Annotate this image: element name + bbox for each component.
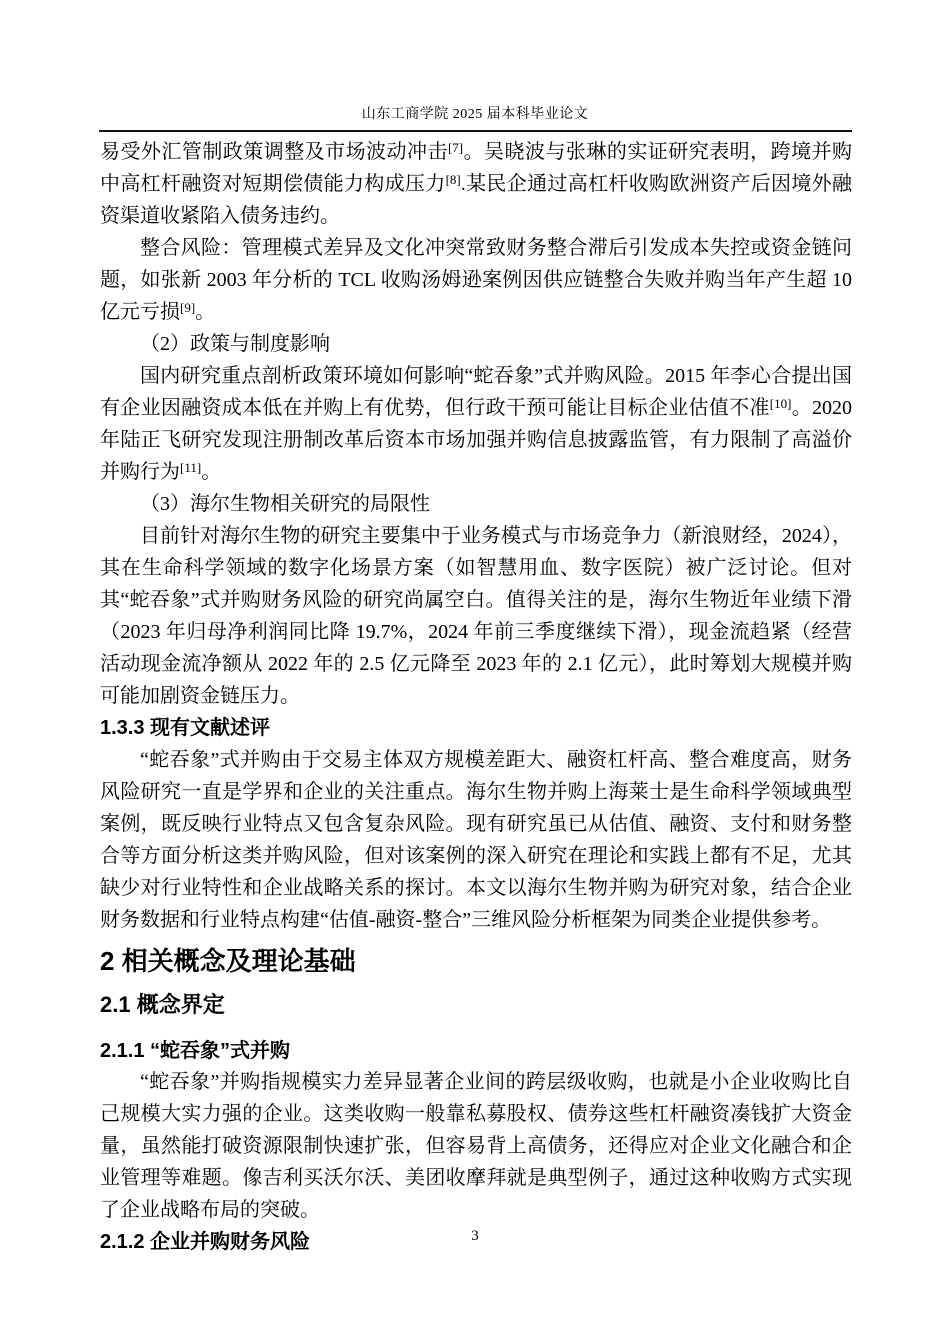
section-heading: 2 相关概念及理论基础: [100, 946, 356, 976]
citation-reference: [7]: [447, 140, 464, 155]
section-heading: 2.1.1 “蛇吞象”式并购: [100, 1040, 291, 1062]
paragraph: （2）政策与制度影响: [140, 333, 330, 355]
paragraph: 国内研究重点剖析政策环境如何影响“蛇吞象”式并购风险。2015 年李心合提出国有企业因融资成本低在并购上有优势，但行政干预可能让目标企业估值不准[10]。2020 年陆正飞研究发现注册制改革后资本市场加强并购信息披露监管，有力限制了高溢价并购行为[11]。: [100, 365, 853, 483]
citation-reference: [10]: [769, 396, 792, 411]
content: [100, 136, 852, 1258]
paragraph: 易受外汇管制政策调整及市场波动冲击[7]。吴晓波与张琳的实证研究表明，跨境并购中高杠杆融资对短期偿债能力构成压力[8].某民企通过高杠杆收购欧洲资产后因境外融资渠道收紧陷入债务违约。: [100, 140, 853, 227]
running-header: 山东工商学院 2025 届本科毕业论文: [361, 107, 589, 122]
citation-reference: [11]: [180, 460, 202, 475]
paragraph: 目前针对海尔生物的研究主要集中于业务模式与市场竞争力（新浪财经，2024），其在生命科学领域的数字化场景方案（如智慧用血、数字医院）被广泛讨论。但对其“蛇吞象”式并购财务风险的研究尚属空白。值得关注的是，海尔生物近年业绩下滑（2023 年归母净利润同比降 19.7%，2024 年前三季度继续下滑），现金流趋紧（经营活动现金流净额从 2022 年的 2.5 亿元降至 2023 年的 2.1 亿元），此时筹划大规模并购可能加剧资金链压力。: [100, 525, 852, 707]
page-number: 3: [471, 1228, 479, 1244]
section-heading: 2.1.2 企业并购财务风险: [100, 1231, 311, 1253]
section-heading: 1.3.3 现有文献述评: [100, 717, 271, 739]
header-divider: [99, 130, 852, 132]
citation-reference: [8]: [445, 172, 461, 187]
citation-reference: [9]: [180, 300, 196, 315]
paragraph: （3）海尔生物相关研究的局限性: [140, 493, 430, 515]
paragraph: 整合风险：管理模式差异及文化冲突常致财务整合滞后引发成本失控或资金链问题，如张新 2003 年分析的 TCL 收购汤姆逊案例因供应链整合失败并购当年产生超 10 亿元亏损[9]。: [100, 237, 852, 323]
paragraph: “蛇吞象”式并购由于交易主体双方规模差距大、融资杠杆高、整合难度高，财务风险研究一直是学界和企业的关注重点。海尔生物并购上海莱士是生命科学领域典型案例，既反映行业特点又包含复杂风险。现有研究虽已从估值、融资、支付和财务整合等方面分析这类并购风险，但对该案例的深入研究在理论和实践上都有不足，尤其缺少对行业特性和企业战略关系的探讨。本文以海尔生物并购为研究对象，结合企业财务数据和行业特点构建“估值-融资-整合”三维风险分析框架为同类企业提供参考。: [100, 749, 852, 931]
paragraph: “蛇吞象”并购指规模实力差异显著企业间的跨层级收购，也就是小企业收购比自己规模大实力强的企业。这类收购一般靠私募股权、债券这些杠杆融资凑钱扩大资金量，虽然能打破资源限制快速扩张，但容易背上高债务，还得应对企业文化融合和企业管理等难题。像吉利买沃尔沃、美团收摩拜就是典型例子，通过这种收购方式实现了企业战略布局的突破。: [100, 1071, 852, 1221]
section-heading: 2.1 概念界定: [100, 992, 225, 1017]
